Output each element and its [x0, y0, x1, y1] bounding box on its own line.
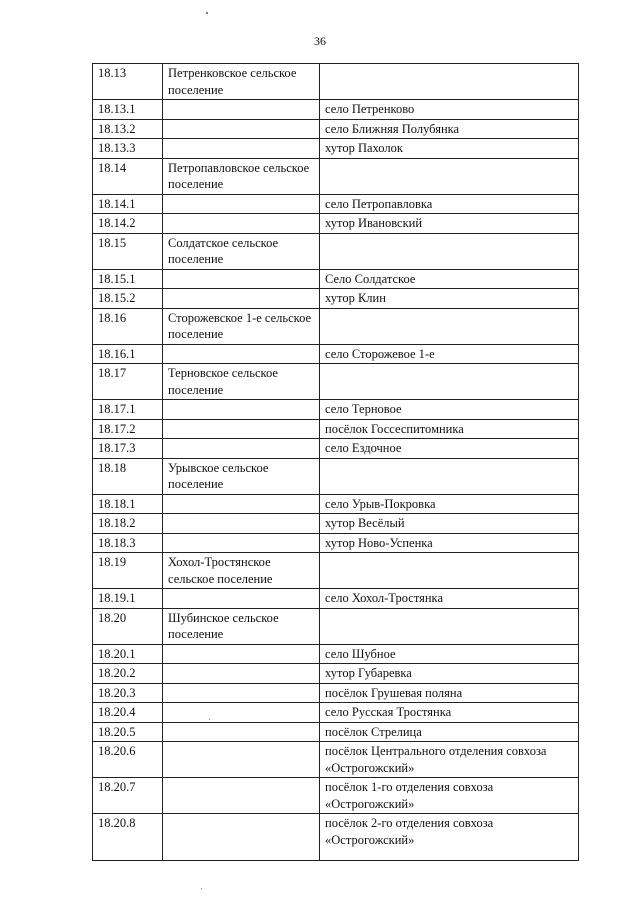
table-body [93, 64, 579, 861]
row-code: 18.19.1 [93, 589, 163, 609]
table-row [93, 608, 579, 644]
table-row [93, 139, 579, 159]
scan-speck [201, 888, 202, 889]
row-settlement: Петропавловское сельское поселение [163, 158, 320, 194]
row-locality: село Петропавловка [320, 194, 579, 214]
row-settlement [163, 139, 320, 159]
row-locality: село Шубное [320, 644, 579, 664]
table-row [93, 344, 579, 364]
row-settlement: Хохол-Тростянское сельское поселение [163, 553, 320, 589]
table-row [93, 814, 579, 861]
row-settlement [163, 400, 320, 420]
table-row [93, 364, 579, 400]
table-row [93, 400, 579, 420]
row-code: 18.18.2 [93, 514, 163, 534]
table-row [93, 269, 579, 289]
table-row [93, 100, 579, 120]
row-locality: посёлок Центрального отделения совхоза «Острогожский» [320, 742, 579, 778]
row-locality [320, 233, 579, 269]
row-locality [320, 64, 579, 100]
row-settlement [163, 289, 320, 309]
row-settlement [163, 269, 320, 289]
row-code: 18.18.3 [93, 533, 163, 553]
row-code: 18.19 [93, 553, 163, 589]
row-code: 18.16.1 [93, 344, 163, 364]
row-code: 18.20.5 [93, 722, 163, 742]
table-row [93, 289, 579, 309]
row-settlement [163, 589, 320, 609]
row-code: 18.17.1 [93, 400, 163, 420]
row-locality [320, 158, 579, 194]
row-settlement [163, 100, 320, 120]
row-settlement [163, 644, 320, 664]
row-locality: хутор Ивановский [320, 214, 579, 234]
row-code: 18.14.2 [93, 214, 163, 234]
table-row [93, 703, 579, 723]
row-code: 18.17.2 [93, 419, 163, 439]
row-settlement [163, 494, 320, 514]
table-row [93, 419, 579, 439]
row-settlement [163, 419, 320, 439]
row-locality: посёлок Стрелица [320, 722, 579, 742]
row-settlement [163, 722, 320, 742]
row-settlement [163, 778, 320, 814]
row-settlement: Шубинское сельское поселение [163, 608, 320, 644]
row-locality [320, 458, 579, 494]
row-settlement [163, 814, 320, 861]
table-row [93, 64, 579, 100]
row-locality [320, 364, 579, 400]
row-code: 18.20.6 [93, 742, 163, 778]
table-row [93, 214, 579, 234]
table-row [93, 778, 579, 814]
row-settlement [163, 214, 320, 234]
page-number: 36 [314, 34, 326, 48]
row-code: 18.15.2 [93, 289, 163, 309]
row-locality: хутор Клин [320, 289, 579, 309]
row-code: 18.20.4 [93, 703, 163, 723]
row-settlement [163, 742, 320, 778]
row-settlement: Солдатское сельское поселение [163, 233, 320, 269]
table-row [93, 308, 579, 344]
scan-speck [206, 12, 208, 14]
row-settlement [163, 514, 320, 534]
row-locality: посёлок Грушевая поляна [320, 683, 579, 703]
row-locality: село Терновое [320, 400, 579, 420]
row-code: 18.13.2 [93, 119, 163, 139]
row-code: 18.20.8 [93, 814, 163, 861]
row-locality: хутор Весёлый [320, 514, 579, 534]
row-code: 18.20.7 [93, 778, 163, 814]
row-locality: посёлок Госсеспитомника [320, 419, 579, 439]
row-code: 18.13.3 [93, 139, 163, 159]
row-locality: село Русская Тростянка [320, 703, 579, 723]
row-settlement [163, 119, 320, 139]
row-settlement: Сторожевское 1-е сельское поселение [163, 308, 320, 344]
row-settlement: Терновское сельское поселение [163, 364, 320, 400]
row-settlement [163, 439, 320, 459]
row-locality: село Сторожевое 1-е [320, 344, 579, 364]
table-row [93, 233, 579, 269]
row-code: 18.14 [93, 158, 163, 194]
table-row [93, 194, 579, 214]
row-locality [320, 608, 579, 644]
row-code: 18.20 [93, 608, 163, 644]
row-locality: хутор Ново-Успенка [320, 533, 579, 553]
row-code: 18.20.3 [93, 683, 163, 703]
row-code: 18.17.3 [93, 439, 163, 459]
table-row [93, 119, 579, 139]
row-code: 18.18.1 [93, 494, 163, 514]
row-code: 18.16 [93, 308, 163, 344]
row-settlement [163, 533, 320, 553]
table-row [93, 722, 579, 742]
table-row [93, 664, 579, 684]
row-code: 18.13.1 [93, 100, 163, 120]
row-locality: посёлок 1-го отделения совхоза «Острогожский» [320, 778, 579, 814]
row-code: 18.15.1 [93, 269, 163, 289]
row-code: 18.15 [93, 233, 163, 269]
row-code: 18.13 [93, 64, 163, 100]
row-settlement [163, 344, 320, 364]
row-code: 18.20.2 [93, 664, 163, 684]
row-code: 18.18 [93, 458, 163, 494]
row-locality: посёлок 2-го отделения совхоза «Острогожский» [320, 814, 579, 861]
table-row [93, 742, 579, 778]
row-code: 18.14.1 [93, 194, 163, 214]
row-settlement [163, 194, 320, 214]
row-locality: село Урыв-Покровка [320, 494, 579, 514]
table-row [93, 439, 579, 459]
table-row [93, 458, 579, 494]
table-row [93, 533, 579, 553]
table-row [93, 553, 579, 589]
table-row [93, 683, 579, 703]
row-settlement [163, 664, 320, 684]
row-locality: село Ездочное [320, 439, 579, 459]
row-code: 18.20.1 [93, 644, 163, 664]
row-locality: село Хохол-Тростянка [320, 589, 579, 609]
row-settlement [163, 703, 320, 723]
row-locality [320, 553, 579, 589]
row-locality: село Ближняя Полубянка [320, 119, 579, 139]
row-locality [320, 308, 579, 344]
table-row [93, 158, 579, 194]
table-row [93, 644, 579, 664]
table-row [93, 494, 579, 514]
row-locality: Село Солдатское [320, 269, 579, 289]
row-settlement: Петренковское сельское поселение [163, 64, 320, 100]
row-locality: хутор Губаревка [320, 664, 579, 684]
row-settlement [163, 683, 320, 703]
row-locality: хутор Пахолок [320, 139, 579, 159]
row-locality: село Петренково [320, 100, 579, 120]
row-code: 18.17 [93, 364, 163, 400]
row-settlement: Урывское сельское поселение [163, 458, 320, 494]
settlements-table [92, 63, 579, 861]
table-row [93, 514, 579, 534]
table-row [93, 589, 579, 609]
